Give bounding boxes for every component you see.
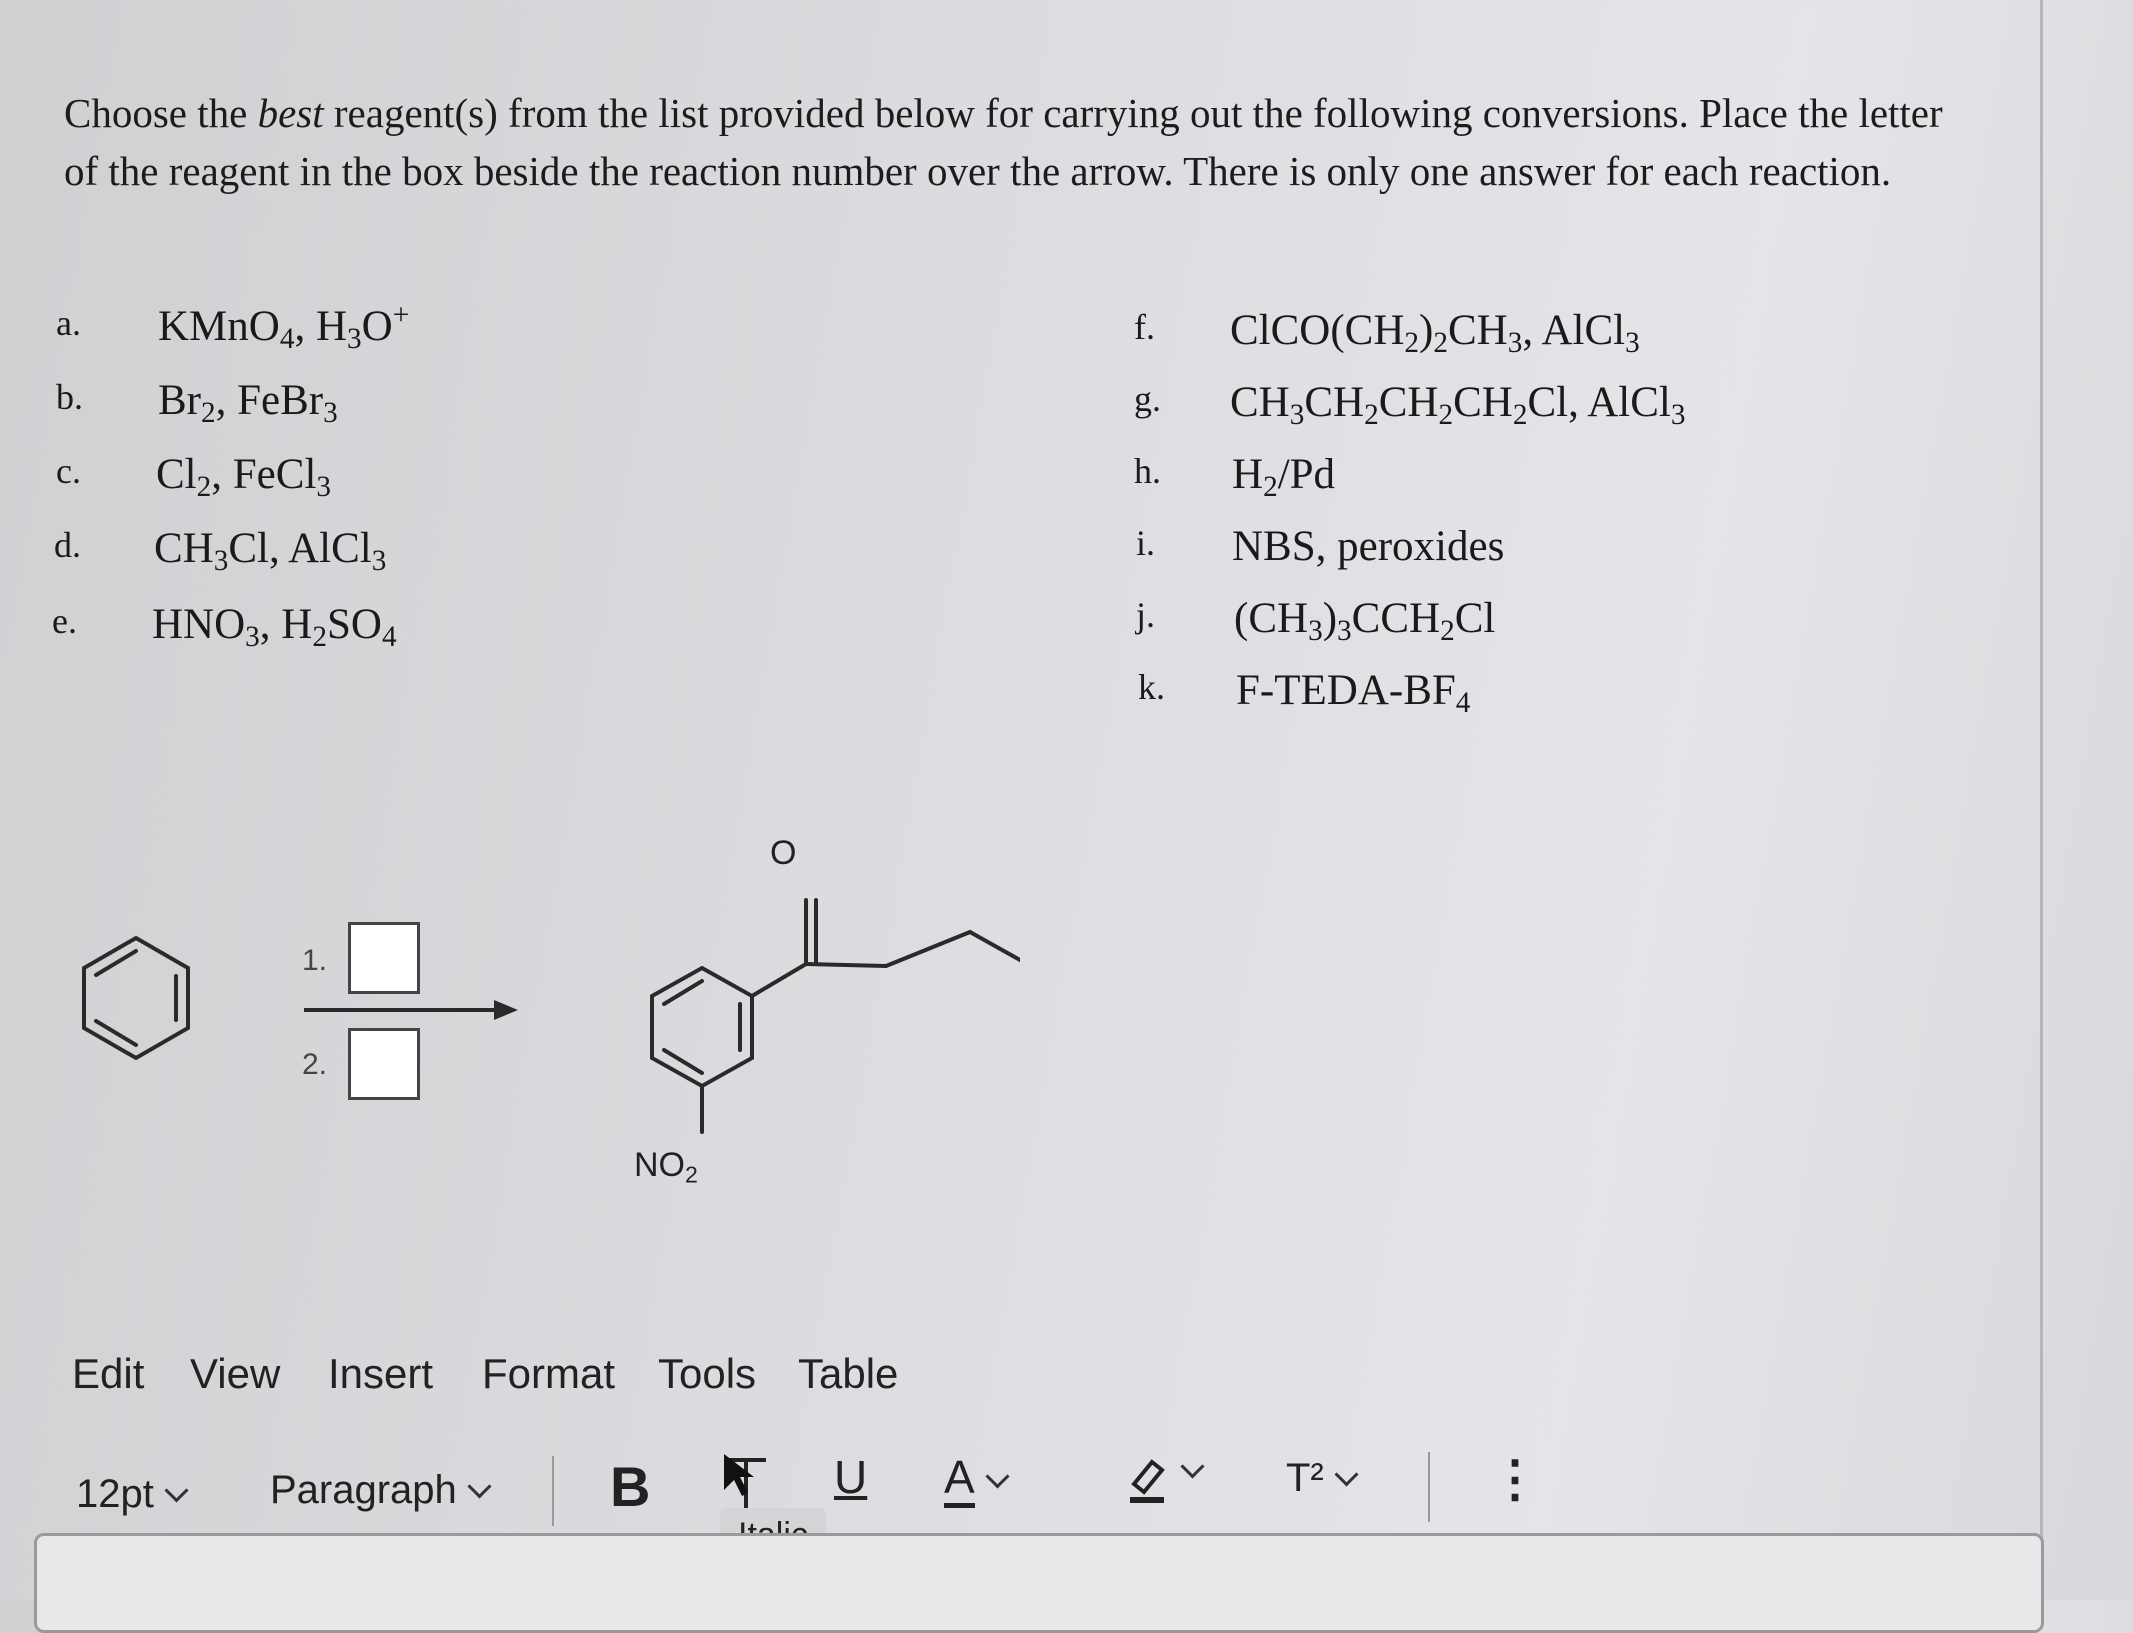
reagent-formula: $H_2/Pd$ bbox=[1232, 451, 1336, 504]
reaction-arrow bbox=[304, 1000, 518, 1020]
block-format-value: Paragraph bbox=[270, 1468, 457, 1512]
toolbar-divider bbox=[1428, 1452, 1430, 1522]
product-structure bbox=[652, 900, 1020, 1132]
step-2-answer-box[interactable] bbox=[348, 1028, 420, 1100]
chevron-down-icon bbox=[1180, 1455, 1204, 1479]
editor-text-area[interactable] bbox=[34, 1533, 2044, 1633]
reaction-scheme-svg bbox=[40, 820, 1020, 1220]
reagent-letter: d. bbox=[54, 525, 81, 565]
carbonyl-oxygen-label: O bbox=[770, 834, 797, 872]
superscript-icon: T² bbox=[1286, 1456, 1324, 1500]
bold-button[interactable]: B bbox=[610, 1455, 651, 1518]
reagent-e bbox=[52, 600, 852, 660]
instructions-line-2: of the reagent in the box beside the reaction number over the arrow. There is only one answer for each reaction. bbox=[64, 148, 1892, 194]
nitro-group-label: $NO_2$ bbox=[634, 1146, 698, 1188]
chevron-down-icon bbox=[985, 1464, 1009, 1488]
text-color-dropdown[interactable] bbox=[944, 1450, 1006, 1504]
reagent-formula: $F-TEDA-BF_4$ bbox=[1236, 667, 1471, 720]
reagent-letter: a. bbox=[56, 303, 81, 343]
block-format-dropdown[interactable] bbox=[270, 1468, 488, 1513]
reagent-f bbox=[1134, 306, 1934, 366]
reagent-a bbox=[56, 298, 856, 362]
font-size-dropdown[interactable] bbox=[76, 1472, 185, 1517]
reagent-formula: KMnO$_4$, $H_3O^+$ bbox=[158, 298, 410, 356]
reagent-j bbox=[1136, 594, 1936, 654]
reagent-k bbox=[1138, 666, 1938, 726]
reagent-formula: NBS, peroxides bbox=[1232, 523, 1505, 570]
reagent-letter: i. bbox=[1136, 523, 1156, 563]
font-size-value: 12pt bbox=[76, 1472, 154, 1516]
reagent-formula: $Cl_2$, FeCl$_3$ bbox=[156, 451, 332, 504]
reagent-d bbox=[54, 524, 854, 584]
reagent-letter: k. bbox=[1138, 667, 1165, 707]
more-options-button[interactable]: ⋮ bbox=[1490, 1451, 1540, 1507]
reagent-i bbox=[1136, 522, 1936, 582]
highlighter-icon bbox=[1124, 1454, 1170, 1504]
instructions-line-1: Choose the best reagent(s) from the list provided below for carrying out the following conversions. Place the letter bbox=[64, 90, 1943, 136]
reagent-formula: $Br_2$, FeBr$_3$ bbox=[158, 377, 338, 430]
reagent-formula: $CH_3Cl$, AlCl$_3$ bbox=[154, 525, 387, 578]
step-2-label: 2. bbox=[302, 1048, 328, 1081]
reagent-formula: $(CH_3)_3CCH_2Cl$ bbox=[1234, 595, 1496, 648]
menu-edit[interactable]: Edit bbox=[72, 1350, 145, 1397]
reagent-formula: $CH_3CH_2CH_2CH_2Cl$, AlCl$_3$ bbox=[1230, 379, 1686, 432]
step-1-answer-box[interactable] bbox=[348, 922, 420, 994]
reagent-letter: f. bbox=[1134, 307, 1155, 347]
menu-view[interactable]: View bbox=[190, 1350, 281, 1397]
step-1-label: 1. bbox=[302, 944, 328, 977]
emphasis-best: best bbox=[257, 90, 324, 136]
benzene-reactant bbox=[84, 938, 188, 1058]
question-instructions bbox=[64, 84, 2024, 200]
chevron-down-icon bbox=[164, 1478, 188, 1502]
menu-tools[interactable]: Tools bbox=[658, 1350, 757, 1397]
menu-insert[interactable]: Insert bbox=[328, 1350, 434, 1397]
reagent-letter: j. bbox=[1136, 595, 1156, 635]
reagent-letter: b. bbox=[56, 377, 83, 417]
reagent-b bbox=[56, 376, 856, 436]
reagent-letter: g. bbox=[1134, 379, 1161, 419]
underline-label: U bbox=[834, 1451, 868, 1503]
reagent-h bbox=[1134, 450, 1934, 510]
menu-table[interactable]: Table bbox=[798, 1350, 899, 1397]
superscript-dropdown[interactable] bbox=[1286, 1456, 1355, 1501]
underline-button[interactable] bbox=[834, 1450, 867, 1504]
toolbar-divider bbox=[552, 1456, 554, 1526]
highlight-color-dropdown[interactable] bbox=[1124, 1454, 1201, 1504]
reagent-letter: h. bbox=[1134, 451, 1161, 491]
reagent-formula: $HNO_3$, $H_2SO_4$ bbox=[152, 601, 397, 654]
chevron-down-icon bbox=[1334, 1462, 1358, 1486]
reagent-formula: $ClCO(CH_2)_2CH_3$, AlCl$_3$ bbox=[1230, 307, 1640, 360]
menu-format[interactable]: Format bbox=[482, 1350, 616, 1397]
text-color-icon: A bbox=[944, 1451, 975, 1508]
editor-toolbar bbox=[0, 1450, 2040, 1530]
reagent-letter: e. bbox=[52, 601, 77, 641]
reagent-c bbox=[56, 450, 856, 510]
reagent-g bbox=[1134, 378, 1934, 438]
chevron-down-icon bbox=[467, 1474, 491, 1498]
reagent-letter: c. bbox=[56, 451, 81, 491]
page-edge-line bbox=[2040, 0, 2043, 1600]
reaction-scheme bbox=[40, 820, 1020, 1220]
